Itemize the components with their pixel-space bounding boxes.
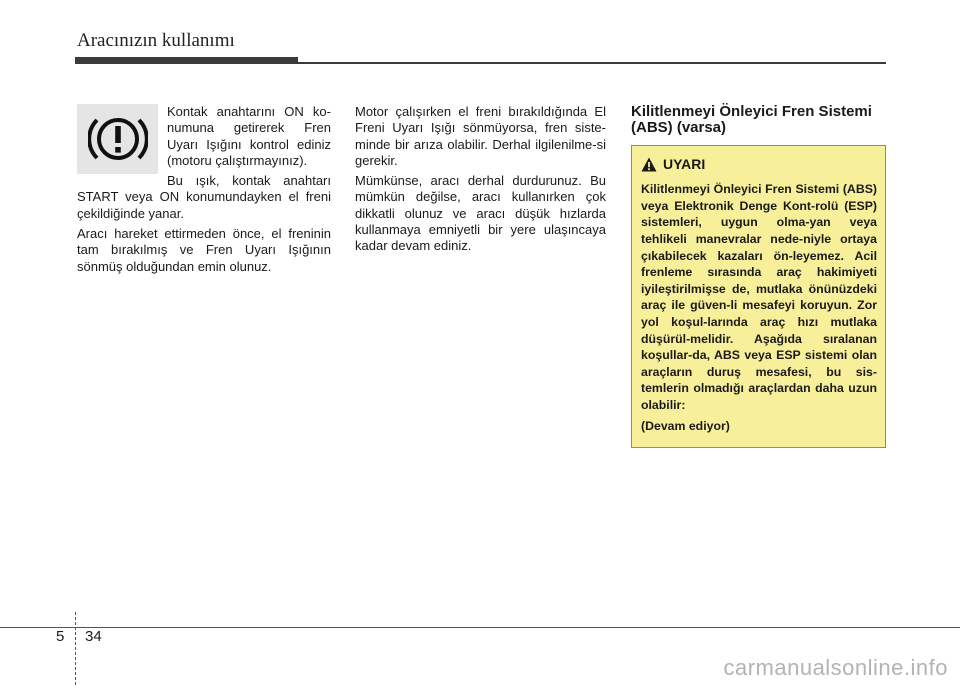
header-rule <box>298 62 886 64</box>
brake-warning-icon-box <box>77 104 158 174</box>
column-brake-fault <box>355 104 606 259</box>
paragraph-light-on: Bu ışık, kontak anahtarı START veya ON konumundayken el freni çekildiğinde yanar. <box>77 173 331 221</box>
paragraph-stop: Mümkünse, aracı derhal durdurunuz. Bu mümkün değilse, aracı kullanırken çok dikkatli olunuz ve aracı düşük hızlarda kullanmaya emniyetli bir yere ulaşıncaya kadar devam ediniz. <box>355 173 606 254</box>
paragraph-before-driving: Aracı hareket ettirmeden önce, el freninin tam bırakılmış ve Fren Uyarı Işığının sönmüş olduğundan emin olunuz. <box>77 226 331 274</box>
header-bar <box>75 57 298 64</box>
footer-rule <box>0 627 960 628</box>
continued-note: (Devam ediyor) <box>641 418 730 433</box>
warning-text: Kilitlenmeyi Önleyici Fren Sistemi (ABS) veya Elektronik Denge Kont-rolü (ESP) sistemleri, uygun olma-yan veya tehlikeli manevralar nede-niyle ortaya çıkabilecek kazaları ön-leyemez. Acil frenleme sırasında araç hakimiyeti iyileştirilmişse de, mutlaka önünüzdeki araç ile güven-li mesafeyi koruyun. Zor yol koşul-larında araç hızı mutlaka düşürül-melidir. Aşağıda sıralanan koşullar-da, ABS veya ESP sistemi olan araçların duruş mesafesi, bu sis-temlerin olmadığı araçlardan daha uzun olabilir: <box>641 182 877 413</box>
chapter-number: 5 <box>56 628 65 645</box>
column-abs <box>631 104 884 448</box>
page-number: 34 <box>85 628 102 645</box>
warning-header <box>641 156 877 172</box>
footer-divider <box>75 612 76 685</box>
caution-triangle-icon <box>641 157 657 172</box>
brake-warning-icon <box>88 110 148 168</box>
column-brake-check <box>77 104 331 279</box>
section-title-abs: Kilitlenmeyi Önleyici Fren Sistemi (ABS) (varsa) <box>631 103 872 136</box>
page-header-title: Aracınızın kullanımı <box>77 30 235 51</box>
watermark: carmanualsonline.info <box>723 655 948 680</box>
warning-label: UYARI <box>663 156 706 172</box>
paragraph-fault: Motor çalışırken el freni bırakıldığında El Freni Uyarı Işığı sönmüyorsa, fren siste-minde bir arıza olabilir. Derhal ilgilenilme-si gerekir. <box>355 104 606 168</box>
paragraph-check-light: Kontak anahtarını ON ko-numuna getirerek Fren Uyarı Işığını kontrol ediniz (motoru çalıştırmayınız). <box>167 104 331 168</box>
warning-box <box>631 145 886 448</box>
